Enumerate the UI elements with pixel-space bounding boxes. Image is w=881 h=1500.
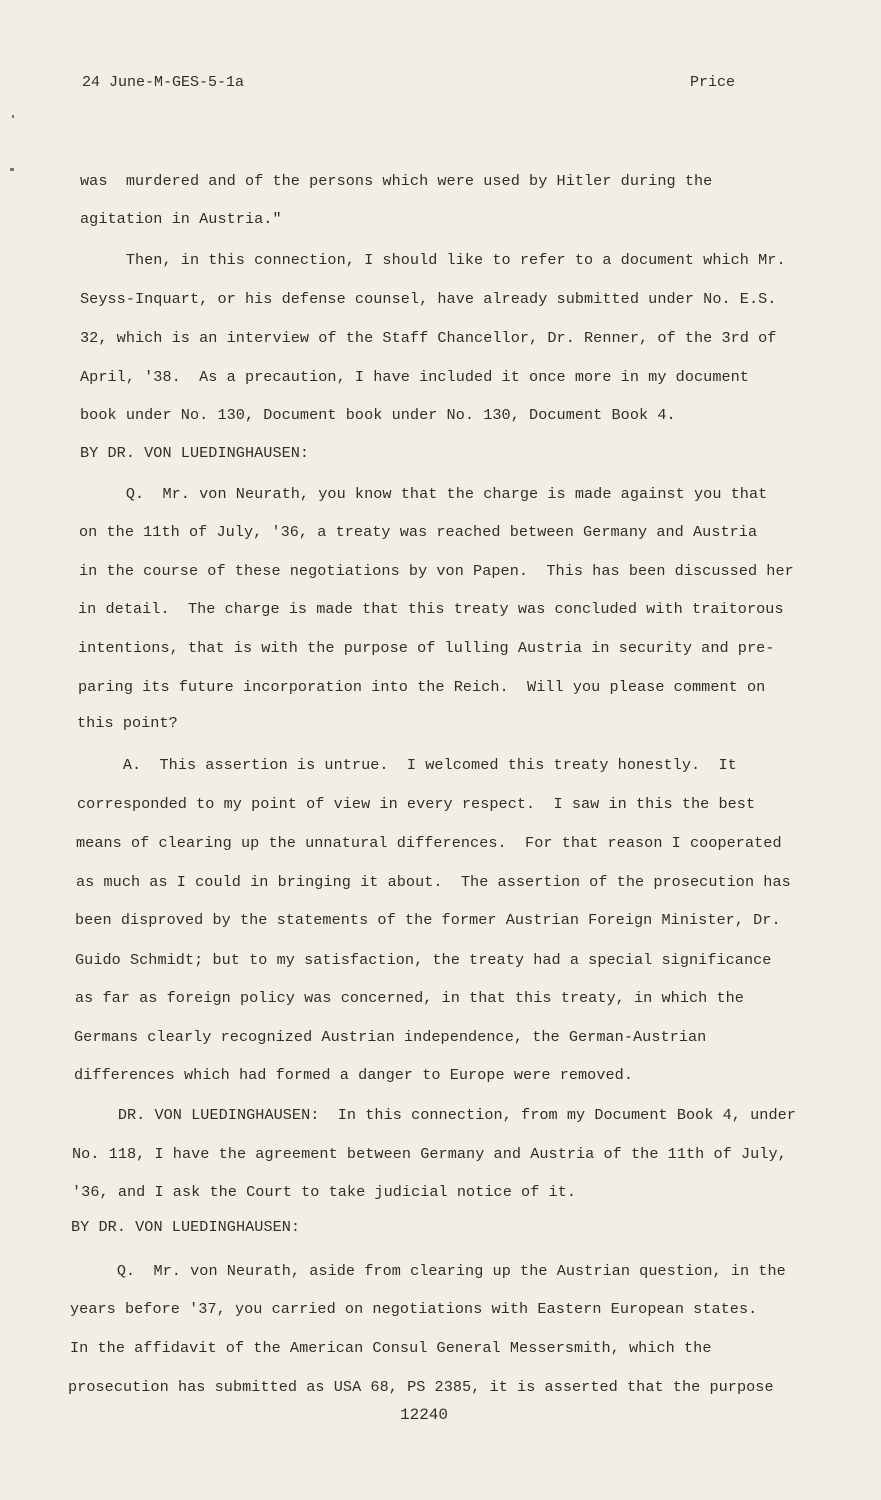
text-line: intentions, that is with the purpose of lulling Austria in security and pre- [78,639,775,657]
text-line: No. 118, I have the agreement between Germany and Austria of the 11th of July, [72,1145,787,1163]
text-line: years before '37, you carried on negotiations with Eastern European states. [70,1300,758,1318]
text-line: Q. Mr. von Neurath, you know that the charge is made against you that [80,485,768,503]
text-line: paring its future incorporation into the Reich. Will you please comment on [78,678,766,696]
text-line: BY DR. VON LUEDINGHAUSEN: [71,1218,301,1236]
text-line: corresponded to my point of view in every respect. I saw in this the best [77,795,756,813]
text-line: differences which had formed a danger to Europe were removed. [74,1066,634,1084]
text-line: Then, in this connection, I should like to refer to a document which Mr. [80,251,786,269]
document-id: 24 June-M-GES-5-1a [82,74,245,91]
text-line: in the course of these negotiations by von Papen. This has been discussed her [79,562,794,580]
text-line: means of clearing up the unnatural differences. For that reason I cooperated [76,834,782,852]
margin-mark [12,115,14,118]
text-line: agitation in Austria." [80,210,282,228]
text-line: book under No. 130, Document book under No. 130, Document Book 4. [80,406,676,424]
text-line: BY DR. VON LUEDINGHAUSEN: [80,444,310,462]
text-line: Guido Schmidt; but to my satisfaction, the treaty had a special significance [75,951,772,969]
text-line: '36, and I ask the Court to take judicial notice of it. [72,1183,577,1201]
text-line: DR. VON LUEDINGHAUSEN: In this connection, from my Document Book 4, under [72,1106,796,1124]
text-line: this point? [77,714,178,732]
margin-mark [10,168,14,171]
text-line: A. This assertion is untrue. I welcomed this treaty honestly. It [77,756,737,774]
text-line: prosecution has submitted as USA 68, PS 2385, it is asserted that the purpose [68,1378,774,1396]
text-line: as far as foreign policy was concerned, in that this treaty, in which the [75,989,744,1007]
text-line: Seyss-Inquart, or his defense counsel, have already submitted under No. E.S. [80,290,777,308]
text-line: been disproved by the statements of the former Austrian Foreign Minister, Dr. [75,911,781,929]
text-line: as much as I could in bringing it about. The assertion of the prosecution has [76,873,791,891]
text-line: Germans clearly recognized Austrian independence, the German-Austrian [74,1028,707,1046]
text-line: on the 11th of July, '36, a treaty was reached between Germany and Austria [79,523,758,541]
text-line: April, '38. As a precaution, I have included it once more in my document [80,368,749,386]
text-line: in detail. The charge is made that this treaty was concluded with traitorous [78,600,784,618]
text-line: 32, which is an interview of the Staff Chancellor, Dr. Renner, of the 3rd of [80,329,777,347]
text-line: Q. Mr. von Neurath, aside from clearing up the Austrian question, in the [71,1262,786,1280]
text-line: In the affidavit of the American Consul General Messersmith, which the [70,1339,712,1357]
text-line: was murdered and of the persons which were used by Hitler during the [80,172,713,190]
page-number: 12240 [400,1406,449,1424]
witness-name: Price [689,74,735,91]
